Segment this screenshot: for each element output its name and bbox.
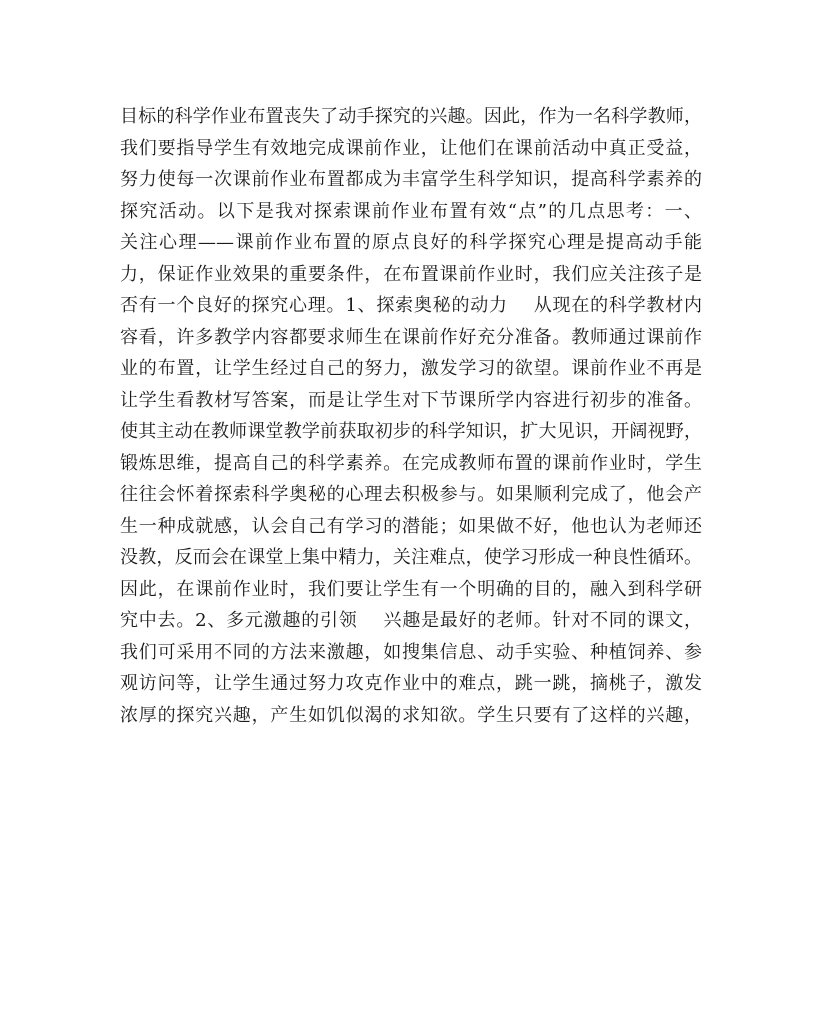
text-line: 往往会怀着探索科学奥秘的心理去积极参与。如果顺利完成了，他会产 xyxy=(120,484,702,505)
text-line: 没教，反而会在课堂上集中精力，关注难点，使学习形成一种良性循环。 xyxy=(120,547,702,568)
text-line: 否有一个良好的探究心理。1、探索奥秘的动力 从现在的科学教材内 xyxy=(120,295,702,316)
body-text xyxy=(120,101,702,731)
text-line: 关注心理——课前作业布置的原点良好的科学探究心理是提高动手能 xyxy=(120,232,702,253)
text-line: 目标的科学作业布置丧失了动手探究的兴趣。因此，作为一名科学教师， xyxy=(120,106,702,127)
text-line: 我们可采用不同的方法来激趣，如搜集信息、动手实验、种植饲养、参 xyxy=(120,641,702,663)
text-line: 因此，在课前作业时，我们要让学生有一个明确的目的，融入到科学研 xyxy=(120,578,702,600)
text-line: 锻炼思维，提高自己的科学素养。在完成教师布置的课前作业时，学生 xyxy=(120,452,702,474)
text-line: 业的布置，让学生经过自己的努力，激发学习的欲望。课前作业不再是 xyxy=(120,358,702,379)
text-line: 生一种成就感，认会自己有学习的潜能；如果做不好，他也认为老师还 xyxy=(120,515,702,537)
text-line: 探究活动。以下是我对探索课前作业布置有效“点”的几点思考：一、 xyxy=(120,200,702,222)
text-line: 使其主动在教师课堂教学前获取初步的科学知识，扩大见识，开阔视野， xyxy=(120,421,702,442)
text-line: 努力使每一次课前作业布置都成为丰富学生科学知识，提高科学素养的 xyxy=(120,169,702,190)
text-line: 究中去。2、多元激趣的引领 兴趣是最好的老师。针对不同的课文， xyxy=(120,610,702,631)
text-line: 浓厚的探究兴趣，产生如饥似渴的求知欲。学生只要有了这样的兴趣， xyxy=(120,704,702,726)
text-line: 容看，许多教学内容都要求师生在课前作好充分准备。教师通过课前作 xyxy=(120,326,702,348)
text-line: 我们要指导学生有效地完成课前作业，让他们在课前活动中真正受益， xyxy=(120,137,702,159)
text-line: 观访问等，让学生通过努力攻克作业中的难点，跳一跳，摘桃子，激发 xyxy=(120,673,702,694)
text-line: 让学生看教材写答案，而是让学生对下节课所学内容进行初步的准备。 xyxy=(120,389,702,411)
text-line: 力，保证作业效果的重要条件，在布置课前作业时，我们应关注孩子是 xyxy=(120,263,702,285)
